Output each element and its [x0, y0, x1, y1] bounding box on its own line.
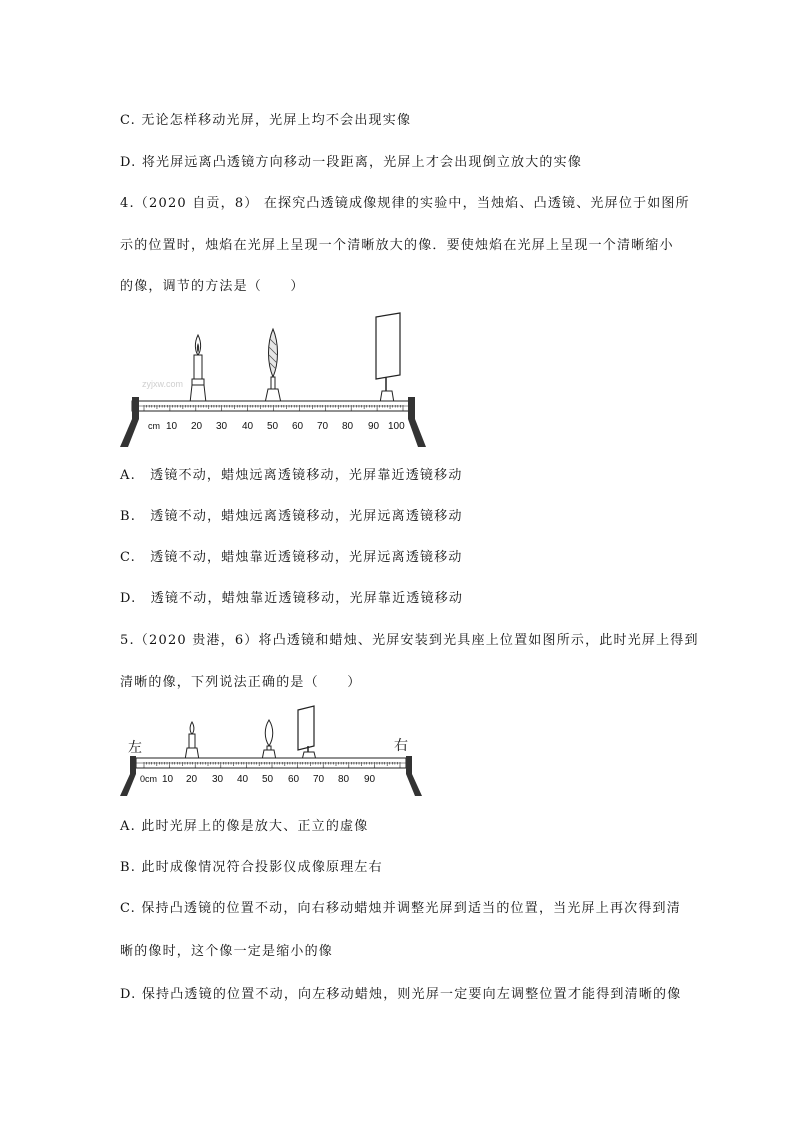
convex-lens — [265, 329, 281, 403]
convex-lens — [262, 720, 276, 760]
q4-option-d: D. 透镜不动，蜡烛靠近透镜移动，光屏靠近透镜移动 — [120, 591, 464, 606]
q4-tick-label: 90 — [368, 421, 380, 432]
q5-option-a: A. 此时光屏上的像是放大、正立的虚像 — [120, 819, 369, 834]
q5-stem-line1: 5.（2020 贵港，6）将凸透镜和蜡烛、光屏安装到光具座上位置如图所示，此时光屏上得到 — [120, 633, 699, 648]
q4-tick-label: 70 — [317, 421, 329, 432]
q4-tick-label: 30 — [216, 421, 228, 432]
q5-tick-label: 30 — [212, 774, 224, 785]
q5-tick-label: 50 — [262, 774, 274, 785]
q4-optical-bench-figure — [118, 305, 433, 450]
q4-tick-label: 80 — [342, 421, 354, 432]
q4-tick-label: 40 — [242, 421, 254, 432]
q4-tick-label: cm — [148, 421, 160, 431]
light-screen — [298, 706, 316, 760]
q5-tick-label: 70 — [313, 774, 325, 785]
prev-option-d: D. 将光屏远离凸透镜方向移动一段距离，光屏上才会出现倒立放大的实像 — [120, 155, 583, 170]
q4-tick-label: 10 — [166, 421, 178, 432]
q5-option-d: D. 保持凸透镜的位置不动，向左移动蜡烛，则光屏一定要向左调整位置才能得到清晰的像 — [120, 987, 682, 1002]
q4-watermark: zyjxw.com — [142, 379, 184, 389]
candle — [190, 335, 206, 403]
q5-tick-label: 40 — [237, 774, 249, 785]
q5-tick-label: 80 — [338, 774, 350, 785]
q5-tick-label: 60 — [288, 774, 300, 785]
q5-tick-label: 0cm — [140, 774, 158, 784]
q4-tick-label: 100 — [388, 421, 405, 432]
candle — [185, 722, 199, 760]
q5-stem-line2: 清晰的像，下列说法正确的是（ ） — [120, 675, 362, 690]
q5-tick-label: 90 — [364, 774, 376, 785]
q4-option-b: B. 透镜不动，蜡烛远离透镜移动，光屏远离透镜移动 — [120, 509, 463, 524]
prev-option-c: C. 无论怎样移动光屏，光屏上均不会出现实像 — [120, 113, 412, 128]
q5-option-c-line2: 晰的像时，这个像一定是缩小的像 — [120, 944, 334, 959]
q5-option-b: B. 此时成像情况符合投影仪成像原理左右 — [120, 860, 383, 875]
q4-stem-line3: 的像，调节的方法是（ ） — [120, 279, 305, 294]
q5-optical-bench-figure — [118, 700, 428, 800]
q4-tick-label: 60 — [292, 421, 304, 432]
q4-option-c: C. 透镜不动，蜡烛靠近透镜移动，光屏远离透镜移动 — [120, 550, 463, 565]
q4-tick-label: 50 — [267, 421, 279, 432]
q4-stem-line1: 4.（2020 自贡，8） 在探究凸透镜成像规律的实验中，当烛焰、凸透镜、光屏位于如图所 — [120, 196, 690, 211]
q5-option-c-line1: C. 保持凸透镜的位置不动，向右移动蜡烛并调整光屏到适当的位置，当光屏上再次得到清 — [120, 901, 681, 916]
q4-tick-label: 20 — [191, 421, 203, 432]
q5-left-label: 左 — [128, 739, 142, 755]
q5-tick-label: 10 — [162, 774, 174, 785]
q4-option-a: A. 透镜不动，蜡烛远离透镜移动，光屏靠近透镜移动 — [120, 468, 463, 483]
q5-tick-label: 20 — [186, 774, 198, 785]
light-screen — [376, 313, 400, 403]
q5-right-label: 右 — [394, 737, 408, 753]
q4-stem-line2: 示的位置时，烛焰在光屏上呈现一个清晰放大的像．要使烛焰在光屏上呈现一个清晰缩小 — [120, 238, 674, 253]
